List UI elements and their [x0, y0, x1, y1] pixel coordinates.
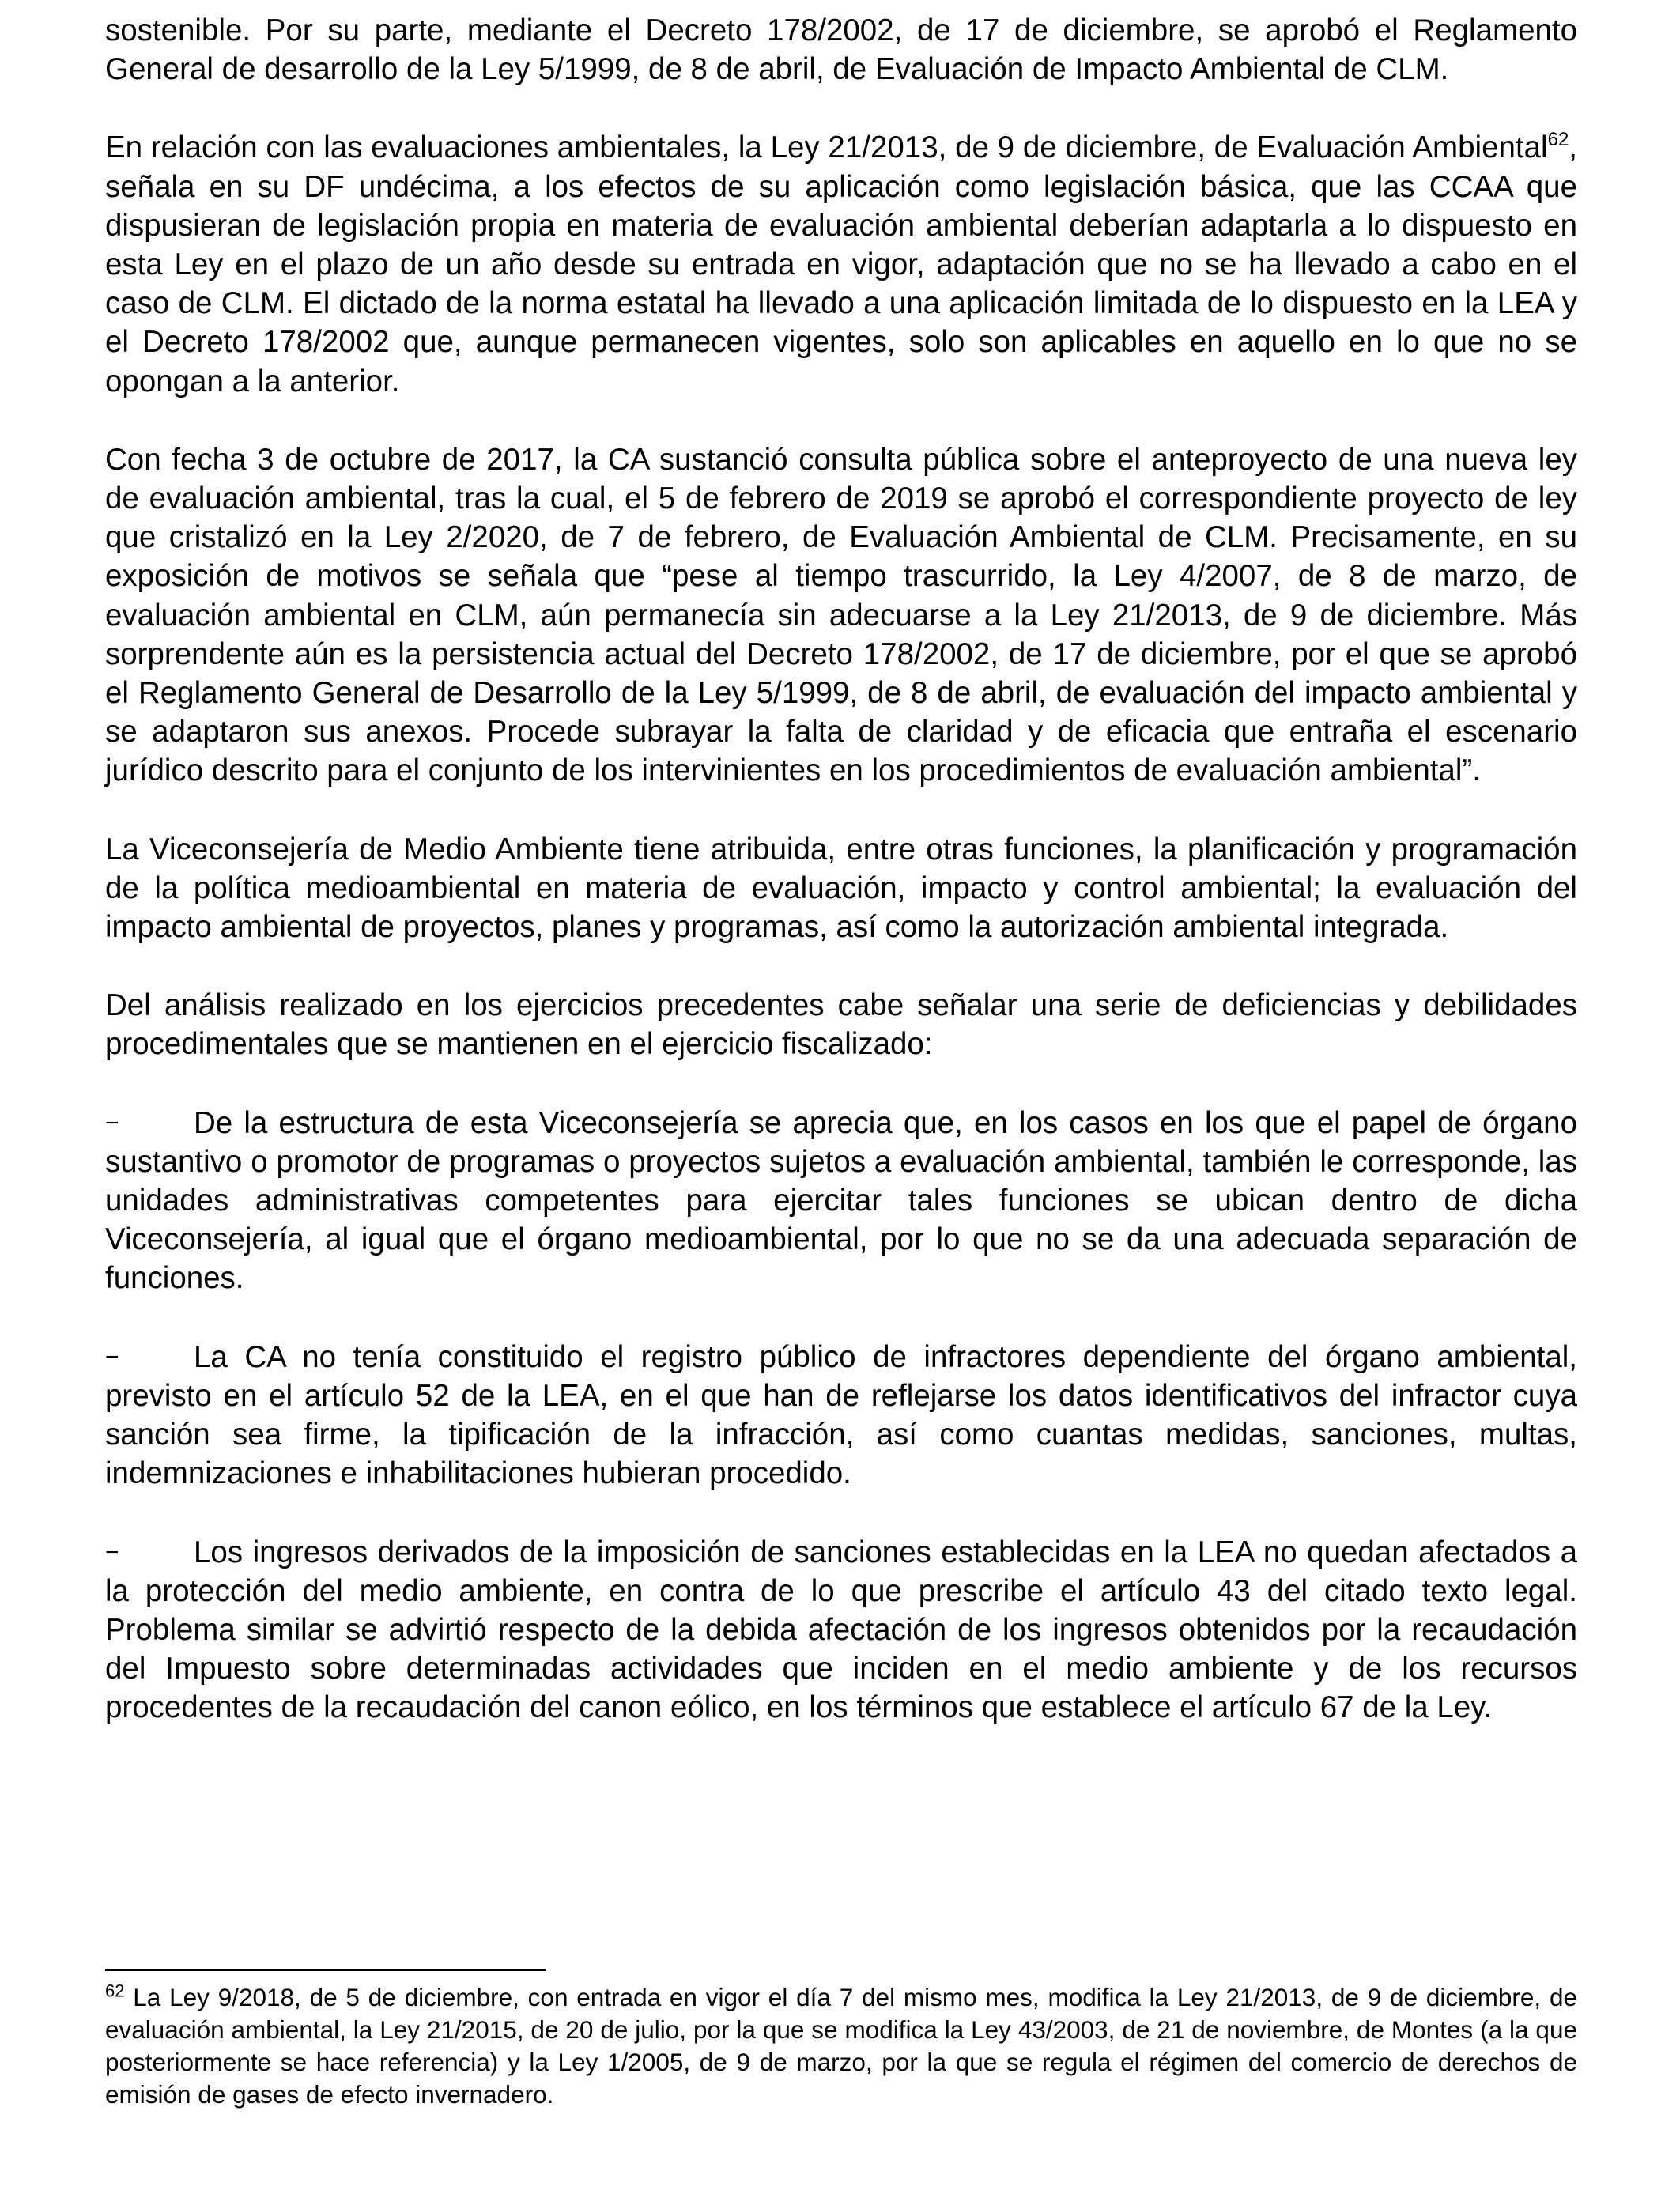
footnote: [105, 1981, 1577, 2111]
paragraph-ley-21-2013: [105, 128, 1577, 400]
paragraph-consulta-publica: Con fecha 3 de octubre de 2017, la CA sustanció consulta pública sobre el anteproyecto de una nueva ley de evaluación ambiental, tras la cual, el 5 de febrero de 2019 se aprobó el correspondiente proyecto de ley que cristalizó en la Ley 2/2020, de 7 de febrero, de Evaluación Ambiental de CLM. Precisamente, en su exposición de motivos se señala que “pese al tiempo trascurrido, la Ley 4/2007, de 8 de marzo, de evaluación ambiental en CLM, aún permanecía sin adecuarse a la Ley 21/2013, de 9 de diciembre. Más sorprendente aún es la persistencia actual del Decreto 178/2002, de 17 de diciembre, por el que se aprobó el Reglamento General de Desarrollo de la Ley 5/1999, de 8 de abril, de evaluación del impacto ambiental y se adaptaron sus anexos. Procede subrayar la falta de claridad y de eficacia que entraña el escenario jurídico descrito para el conjunto de los intervinientes en los procedimientos de evaluación ambiental”.: [105, 442, 1577, 788]
document-body: [105, 11, 1577, 1767]
footnote-divider: [105, 1969, 546, 1971]
paragraph-analisis: Del análisis realizado en los ejercicios precedentes cabe señalar una serie de deficiencias y debilidades procedimentales que se mantienen en el ejercicio fiscalizado:: [105, 988, 1577, 1062]
footnote-text: La Ley 9/2018, de 5 de diciembre, con entrada en vigor el día 7 del mismo mes, modifica la Ley 21/2013, de 9 de diciembre, de evaluación ambiental, la Ley 21/2015, de 20 de julio, por la que se modifica la Ley 43/2003, de 21 de noviembre, de Montes (a la que posteriormente se hace referencia) y la Ley 1/2005, de 9 de marzo, por la que se regula el régimen del comercio de derechos de emisión de gases de efecto invernadero.: [105, 1983, 1577, 2109]
paragraph-text-after-ref: , señala en su DF undécima, a los efectos de su aplicación como legislación básica, que las CCAA que dispusieran de legislación propia en materia de evaluación ambiental deberían adaptarla a lo dispuesto en esta Ley en el plazo de un año desde su entrada en vigor, adaptación que no se ha llevado a cabo en el caso de CLM. El dictado de la norma estatal ha llevado a una aplicación limitada de lo dispuesto en la LEA y el Decreto 178/2002 que, aunque permanecen vigentes, solo son aplicables en aquello en lo que no se opongan a la anterior.: [105, 130, 1577, 398]
paragraph-decreto-178: sostenible. Por su parte, mediante el Decreto 178/2002, de 17 de diciembre, se aprobó el Reglamento General de desarrollo de la Ley 5/1999, de 8 de abril, de Evaluación de Impacto Ambiental de CLM.: [105, 13, 1577, 87]
dash-bullet-icon: −: [105, 1539, 119, 1565]
list-item: [105, 1338, 1577, 1494]
footnote-reference[interactable]: 62: [1547, 128, 1569, 150]
paragraph-viceconsejeria: La Viceconsejería de Medio Ambiente tiene atribuida, entre otras funciones, la planificación y programación de la política medioambiental en materia de evaluación, impacto y control ambiental; la evaluación del impacto ambiental de proyectos, planes y programas, así como la autorización ambiental integrada.: [105, 832, 1577, 945]
list-item: [105, 1104, 1577, 1298]
list-item-text: La CA no tenía constituido el registro público de infractores dependiente del órgano ambiental, previsto en el artículo 52 de la LEA, en el que han de reflejarse los datos identificativos del infractor cuya sanción sea firme, la tipificación de la infracción, así como cuantas medidas, sanciones, multas, indemnizaciones e inhabilitaciones hubieran procedido.: [105, 1339, 1577, 1491]
list-item-text: Los ingresos derivados de la imposición de sanciones establecidas en la LEA no quedan afectados a la protección del medio ambiente, en contra de lo que prescribe el artículo 43 del citado texto legal. Problema similar se advirtió respecto de la debida afectación de los ingresos obtenidos por la recaudación del Impuesto sobre determinadas actividades que inciden en el medio ambiente y de los recursos procedentes de la recaudación del canon eólico, en los términos que establece el artículo 67 de la Ley.: [105, 1535, 1577, 1725]
footnote-number: 62: [105, 1981, 125, 2001]
paragraph-text-before-ref: En relación con las evaluaciones ambientales, la Ley 21/2013, de 9 de diciembre, de Evaluación Ambiental: [105, 130, 1548, 165]
dash-bullet-icon: −: [105, 1343, 119, 1370]
list-item: [105, 1533, 1577, 1728]
dash-bullet-icon: −: [105, 1109, 119, 1136]
list-item-text: De la estructura de esta Viceconsejería se aprecia que, en los casos en los que el papel de órgano sustantivo o promotor de programas o proyectos sujetos a evaluación ambiental, también le corresponde, las unidades administrativas competentes para ejercitar tales funciones se ubican dentro de dicha Viceconsejería, al igual que el órgano medioambiental, por lo que no se da una adecuada separación de funciones.: [105, 1105, 1577, 1296]
